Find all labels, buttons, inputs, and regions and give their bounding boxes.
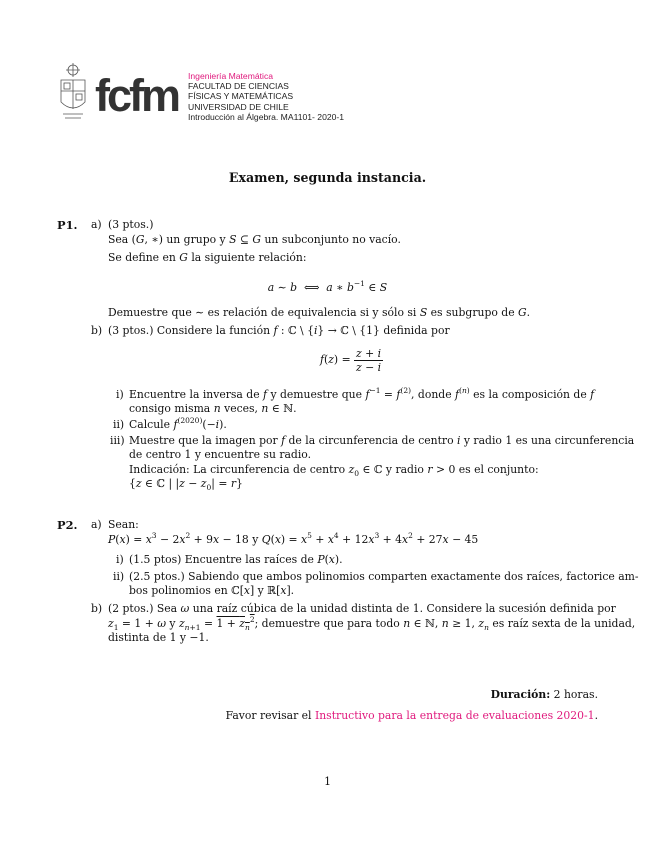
faculty-line-1: FACULTAD DE CIENCIAS xyxy=(188,81,289,92)
p1-b-iii-line-1: Muestre que la imagen por f de la circunferencia de centro i y radio 1 es una circunferencia xyxy=(129,434,635,447)
course-name: Introducción al Álgebra. MA1101- 2020-1 xyxy=(188,111,345,122)
problem-1-label: P1. xyxy=(57,218,78,232)
p1-b-i-line-1: Encuentre la inversa de f y demuestre que $f^{-1} = f^{(2)}$, donde $f^{(n)}$ es la composición de f xyxy=(129,386,595,401)
review-prefix: Favor revisar el xyxy=(225,709,312,722)
p1-a-line-2: Se define en G la siguiente relación: xyxy=(108,251,307,264)
p2-b-label: b) xyxy=(91,602,103,615)
p1-b-iii-line-4: {z ∈ ℂ | $|z - z_0| = r$} xyxy=(129,477,243,492)
p1-b-i-line-2: consigo misma n veces, n ∈ ℕ. xyxy=(129,402,297,415)
p1-a-relation: a ∼ b ⟺ a ∗ $b^{-1}$ ∈ S xyxy=(267,279,388,294)
p1-b-iii-line-2: de centro 1 y encuentre su radio. xyxy=(129,448,312,461)
p2-b-line-2: $z_1 = 1 + \omega$ y $z_{n+1} = 1 + z_n^2$; demuestre que para todo n ∈ ℕ, n ≥ 1, $z_n$ es raíz sexta de la unidad, xyxy=(108,615,636,632)
p1-b-iii-label: iii) xyxy=(110,434,125,447)
review-suffix: . xyxy=(594,709,598,722)
duration-value: 2 horas. xyxy=(553,688,598,701)
p1-a-points: (3 ptos.) xyxy=(108,218,154,231)
problem-2-label: P2. xyxy=(57,518,78,532)
p1-a-label: a) xyxy=(91,218,102,231)
p2-a-polynomials: $P(x) = x^3 - 2x^2 + 9x - 18$ y $Q(x) = x^5 + x^4 + 12x^3 + 4x^2 + 27x - 45$ xyxy=(108,531,479,546)
p2-a-i-label: i) xyxy=(116,553,124,566)
p1-b-i-label: i) xyxy=(116,388,124,401)
p2-a-text: Sean: xyxy=(108,518,139,531)
p1-b-function: f(z) = $\frac{z + i}{z - i}$ xyxy=(320,346,382,374)
p1-a-line-3: Demuestre que ∼ es relación de equivalencia si y sólo si S es subgrupo de G. xyxy=(108,306,531,319)
university-seal-icon xyxy=(58,62,88,124)
p2-a-ii-line-1: (2.5 ptos.) Sabiendo que ambos polinomios comparten exactamente dos raíces, factorice am- xyxy=(129,570,639,583)
p2-a-ii-line-2: bos polinomios en ℂ[x] y ℝ[x]. xyxy=(129,584,295,597)
p1-b-iii-line-3: Indicación: La circunferencia de centro $z_0$ ∈ ℂ y radio r > 0 es el conjunto: xyxy=(129,463,539,478)
duration-label: Duración: xyxy=(490,688,551,701)
p2-a-label: a) xyxy=(91,518,102,531)
university-name: UNIVERSIDAD DE CHILE xyxy=(188,101,289,112)
faculty-line-2: FÍSICAS Y MATEMÁTICAS xyxy=(188,91,294,102)
p2-b-line-3: distinta de 1 y −1. xyxy=(108,631,209,644)
p2-b-line-1: (2 ptos.) Sea ω una raíz cúbica de la unidad distinta de 1. Considere la sucesión definida por xyxy=(108,602,616,615)
p1-b-label: b) xyxy=(91,324,103,337)
duration xyxy=(491,688,598,702)
review-note xyxy=(226,709,598,723)
header-block xyxy=(188,71,344,122)
p1-b-ii-label: ii) xyxy=(113,418,125,431)
p2-a-ii-label: ii) xyxy=(113,570,125,583)
p1-b-line-1: (3 ptos.) Considere la función f : ℂ \ {i} → ℂ \ {1} definida por xyxy=(108,324,450,337)
instructions-link[interactable]: Instructivo para la entrega de evaluaciones 2020-1 xyxy=(314,709,595,722)
p1-b-ii-line: Calcule $f^{(2020)}(-i)$. xyxy=(129,416,227,431)
fcfm-logo: fcfm xyxy=(95,70,179,121)
p1-a-line-1: Sea (G, ∗) un grupo y S ⊆ G un subconjunto no vacío. xyxy=(108,233,401,246)
p2-a-i-line: (1.5 ptos) Encuentre las raíces de P(x). xyxy=(129,553,343,566)
department-name: Ingeniería Matemática xyxy=(188,71,274,81)
page-number: 1 xyxy=(324,775,331,788)
page-title: Examen, segunda instancia. xyxy=(228,170,427,185)
